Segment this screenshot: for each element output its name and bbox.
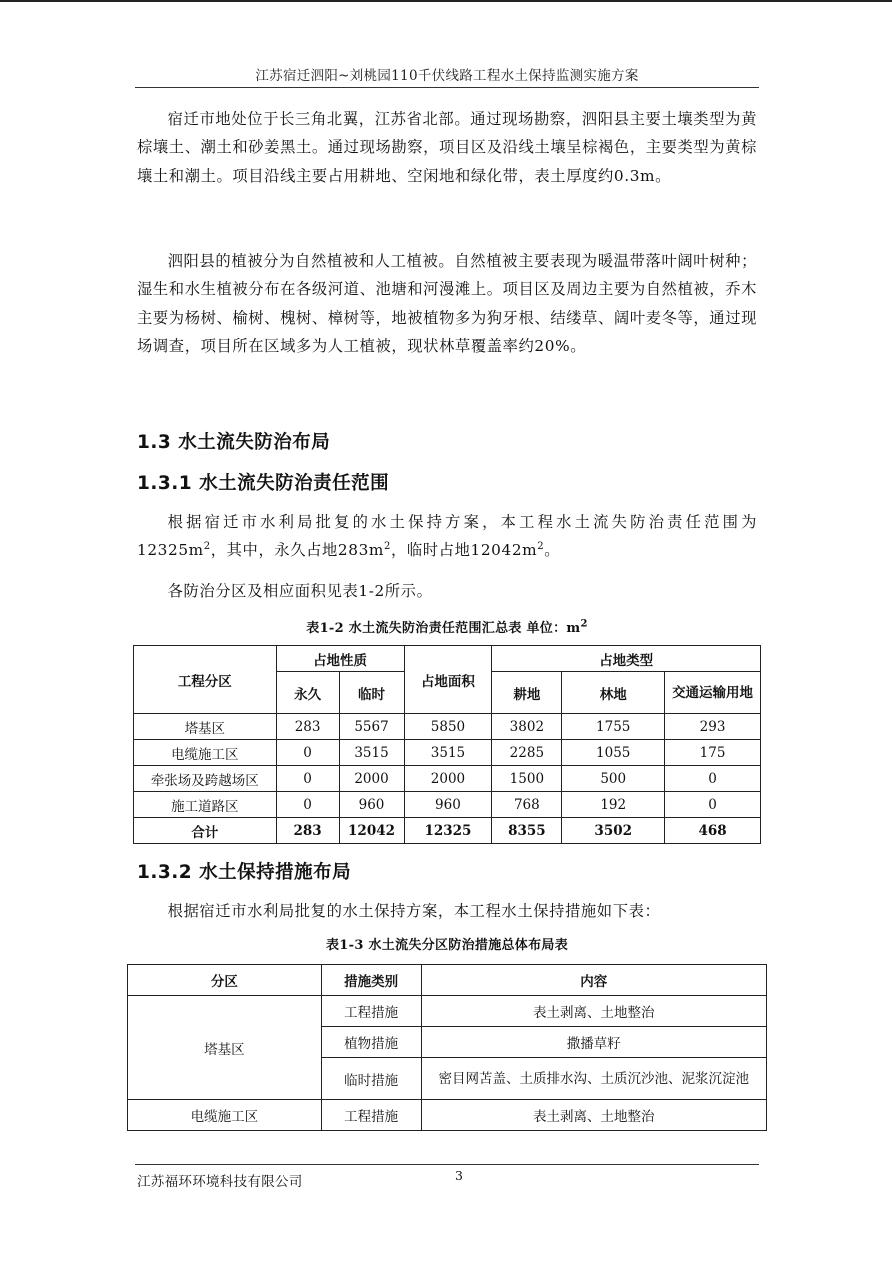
running-header: 江苏宿迁泗阳~刘桃园110千伏线路工程水土保持监测实施方案 (255, 68, 639, 84)
table-1-3-caption: 表1-3 水土流失分区防治措施总体布局表 (325, 938, 568, 953)
cell-transport: 175 (665, 740, 761, 766)
table-1-2 (133, 645, 761, 844)
cell-permanent: 0 (276, 792, 339, 818)
cell-transport: 0 (665, 792, 761, 818)
cell-measure-type: 工程措施 (321, 1100, 421, 1131)
table-row (134, 766, 761, 792)
cell-measure-type: 工程措施 (321, 996, 421, 1027)
cell-permanent: 0 (276, 766, 339, 792)
cell-zone: 电缆施工区 (134, 740, 277, 766)
cell-forest: 1055 (562, 740, 665, 766)
page-number: 3 (455, 1168, 463, 1183)
header-land-area: 占地面积 (404, 646, 492, 714)
table-row (134, 792, 761, 818)
cell-farmland: 2285 (492, 740, 562, 766)
table-1-3 (127, 964, 767, 1131)
cell-measure-type: 临时措施 (321, 1058, 421, 1100)
table-row (134, 740, 761, 766)
header-land-type: 占地类型 (492, 646, 761, 672)
cell-temporary: 12042 (339, 818, 404, 844)
cell-farmland: 3802 (492, 714, 562, 740)
paragraph-vegetation: 泗阳县的植被分为自然植被和人工植被。自然植被主要表现为暖温带落叶阔叶树种；湿生和水生植被分布在各级河道、池塘和河漫滩上。项目区及周边主要为自然植被，乔木主要为杨树、榆树、槐树、樟树等，地被植物多为狗牙根、结缕草、阔叶麦冬等，通过现场调查，项目所在区域多为人工植被，现状林草覆盖率约20%。 (137, 252, 757, 355)
cell-zone: 合计 (134, 818, 277, 844)
table-total-row (134, 818, 761, 844)
header-zone: 分区 (128, 965, 322, 996)
cell-content: 密目网苫盖、土质排水沟、土质沉沙池、泥浆沉淀池 (421, 1058, 766, 1100)
table-row (128, 1100, 767, 1131)
cell-content: 表土剥离、土地整治 (421, 996, 766, 1027)
header-forest: 林地 (562, 672, 665, 714)
header-zone: 工程分区 (134, 646, 277, 714)
cell-zone: 塔基区 (128, 996, 322, 1100)
table-row (128, 996, 767, 1027)
footer-company: 江苏福环环境科技有限公司 (137, 1174, 303, 1190)
header-temporary: 临时 (339, 672, 404, 714)
cell-zone: 电缆施工区 (128, 1100, 322, 1131)
cell-transport: 293 (665, 714, 761, 740)
paragraph-table-ref: 各防治分区及相应面积见表1-2所示。 (167, 582, 433, 600)
cell-permanent: 283 (276, 818, 339, 844)
cell-area: 960 (404, 792, 492, 818)
header-permanent: 永久 (276, 672, 339, 714)
table-row (134, 714, 761, 740)
paragraph-measures-intro: 根据宿迁市水利局批复的水土保持方案，本工程水土保持措施如下表： (167, 902, 661, 920)
header-farmland: 耕地 (492, 672, 562, 714)
paragraph-soil: 宿迁市地处位于长三角北翼，江苏省北部。通过现场勘察，泗阳县主要土壤类型为黄棕壤土、潮土和砂姜黑土。通过现场勘察，项目区及沿线土壤呈棕褐色，主要类型为黄棕壤土和潮土。项目沿线主要占用耕地、空闲地和绿化带，表土厚度约0.3m。 (137, 110, 757, 185)
cell-area: 3515 (404, 740, 492, 766)
cell-zone: 施工道路区 (134, 792, 277, 818)
page-top-border (0, 0, 892, 2)
table-1-2-caption: 表1-2 水土流失防治责任范围汇总表 单位：$m^2$ (306, 618, 588, 636)
cell-temporary: 3515 (339, 740, 404, 766)
cell-area: 12325 (404, 818, 492, 844)
footer-rule (135, 1164, 759, 1165)
heading-1-3: 1.3 水土流失防治布局 (137, 432, 331, 453)
cell-zone: 塔基区 (134, 714, 277, 740)
cell-temporary: 5567 (339, 714, 404, 740)
cell-zone: 牵张场及跨越场区 (134, 766, 277, 792)
cell-forest: 192 (562, 792, 665, 818)
cell-content: 撒播草籽 (421, 1027, 766, 1058)
header-measure-type: 措施类别 (321, 965, 421, 996)
cell-transport: 468 (665, 818, 761, 844)
cell-temporary: 2000 (339, 766, 404, 792)
cell-measure-type: 植物措施 (321, 1027, 421, 1058)
cell-forest: 500 (562, 766, 665, 792)
cell-forest: 1755 (562, 714, 665, 740)
header-land-nature: 占地性质 (276, 646, 404, 672)
cell-transport: 0 (665, 766, 761, 792)
cell-area: 5850 (404, 714, 492, 740)
cell-temporary: 960 (339, 792, 404, 818)
cell-content: 表土剥离、土地整治 (421, 1100, 766, 1131)
heading-1-3-2: 1.3.2 水土保持措施布局 (137, 862, 352, 883)
header-content: 内容 (421, 965, 766, 996)
cell-farmland: 768 (492, 792, 562, 818)
cell-permanent: 283 (276, 714, 339, 740)
header-rule (135, 87, 759, 88)
cell-forest: 3502 (562, 818, 665, 844)
header-transport: 交通运输用地 (665, 672, 761, 714)
cell-area: 2000 (404, 766, 492, 792)
heading-1-3-1: 1.3.1 水土流失防治责任范围 (137, 473, 390, 494)
cell-permanent: 0 (276, 740, 339, 766)
cell-farmland: 8355 (492, 818, 562, 844)
cell-farmland: 1500 (492, 766, 562, 792)
paragraph-responsibility-scope: 根据宿迁市水利局批复的水土保持方案，本工程水土流失防治责任范围为$12325m^2$，其中，永久占地$283m^2$，临时占地$12042m^2$。 (137, 513, 757, 560)
